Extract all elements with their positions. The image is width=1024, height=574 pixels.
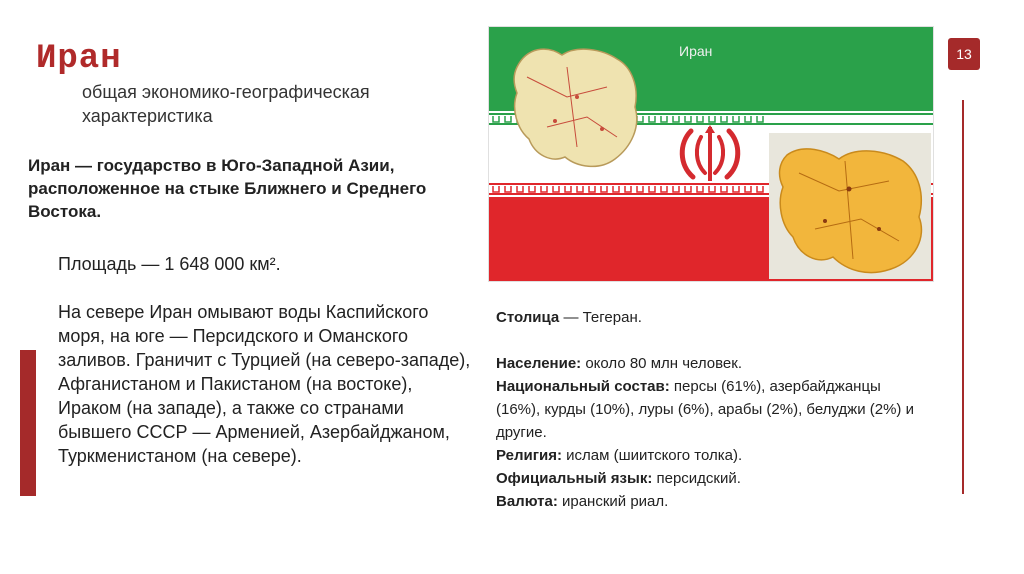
religion-line: [496, 444, 916, 467]
facts-block: [496, 306, 916, 513]
right-decor-line: [962, 100, 964, 494]
population-label: Население:: [496, 355, 582, 372]
currency-label: Валюта:: [496, 493, 558, 510]
lead-paragraph: Иран — государство в Юго-Западной Азии, расположенное на стыке Ближнего и Среднего Востока.: [28, 156, 427, 221]
map-small-icon: [507, 37, 647, 175]
religion-value: ислам (шиитского толка).: [561, 447, 743, 464]
slide-subtitle: общая экономико-географическая характеристика: [82, 82, 370, 126]
religion-label: Религия:: [496, 447, 562, 464]
flag-image-label: Иран: [679, 43, 713, 59]
borders-text: На севере Иран омывают воды Каспийского моря, на юге — Персидского и Оманского заливов. Граничит с Турцией (на северо-западе), Афганистаном и Пакистаном (на востоке), Ираком (на западе), а также со странами бывшего СССР — Арменией, Азербайджаном, Туркменистаном (на севере).: [58, 302, 471, 466]
capital-value: — Тегеран.: [559, 309, 642, 326]
iran-emblem-icon: [677, 123, 743, 185]
left-text-block: [58, 252, 478, 468]
ethnic-value: персы (61%), азербайджанцы (16%), курды (10%), луры (6%), арабы (2%), белуджи (2%) и другие.: [496, 378, 914, 441]
currency-line: [496, 490, 916, 513]
capital-line: [496, 306, 916, 329]
currency-value: иранский риал.: [557, 493, 669, 510]
language-label: Официальный язык:: [496, 470, 653, 487]
ethnic-label: Национальный состав:: [496, 378, 670, 395]
population-line: [496, 352, 916, 375]
language-value: персидский.: [652, 470, 741, 487]
population-value: около 80 млн человек.: [581, 355, 743, 372]
iran-flag-image: [488, 26, 934, 282]
left-decor-bar: [20, 350, 36, 496]
page-number-badge: 13: [948, 38, 980, 70]
language-line: [496, 467, 916, 490]
slide-title: Иран: [36, 40, 122, 78]
area-text: Площадь — 1 648 000 км².: [58, 254, 281, 274]
capital-label: Столица: [496, 309, 560, 326]
map-large-icon: [769, 133, 931, 279]
ethnic-line: [496, 375, 916, 444]
